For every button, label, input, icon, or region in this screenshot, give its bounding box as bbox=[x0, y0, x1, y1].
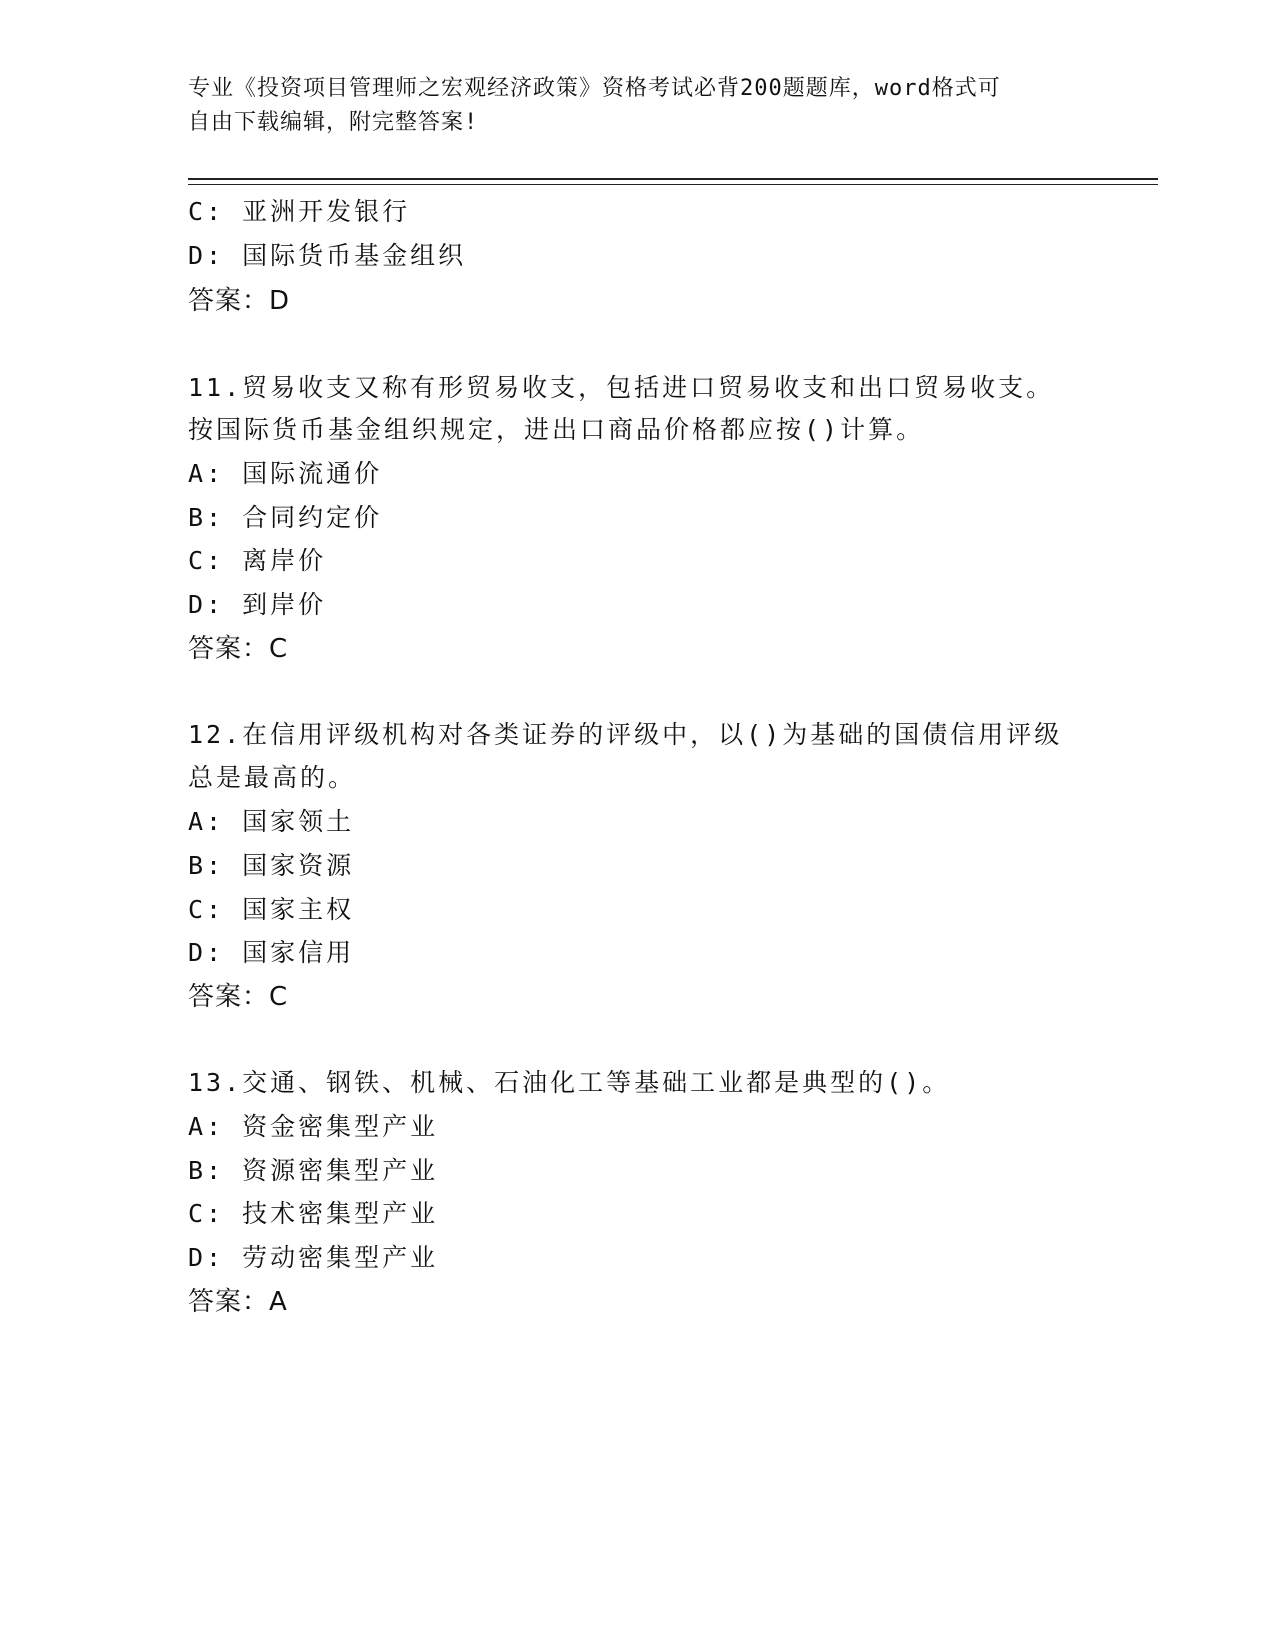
q13-option-a: A: 资金密集型产业 bbox=[188, 1112, 439, 1141]
q12-stem-line-2: 总是最高的。 bbox=[188, 763, 357, 792]
q13-stem-line-1: 13.交通、钢铁、机械、石油化工等基础工业都是典型的()。 bbox=[188, 1068, 951, 1097]
q11-option-b: B: 合同约定价 bbox=[188, 503, 383, 532]
prev-option-d: D: 国际货币基金组织 bbox=[188, 241, 467, 270]
q12-option-b: B: 国家资源 bbox=[188, 851, 355, 880]
q11-answer: 答案：C bbox=[188, 634, 289, 664]
q12-option-d: D: 国家信用 bbox=[188, 938, 355, 967]
header-rule-thick bbox=[188, 178, 1158, 180]
q13-answer: 答案：A bbox=[188, 1287, 288, 1317]
prev-answer: 答案：D bbox=[188, 286, 291, 316]
q12-option-c: C: 国家主权 bbox=[188, 895, 355, 924]
q12-answer: 答案：C bbox=[188, 982, 289, 1012]
q11-option-c: C: 离岸价 bbox=[188, 546, 327, 575]
q11-stem-line-2: 按国际货币基金组织规定，进出口商品价格都应按()计算。 bbox=[188, 415, 925, 444]
q13-option-b: B: 资源密集型产业 bbox=[188, 1156, 439, 1185]
q11-option-a: A: 国际流通价 bbox=[188, 459, 383, 488]
q13-option-c: C: 技术密集型产业 bbox=[188, 1199, 439, 1228]
document-header bbox=[188, 72, 1088, 140]
q13-option-d: D: 劳动密集型产业 bbox=[188, 1243, 439, 1272]
header-rule-thin bbox=[188, 184, 1158, 185]
prev-option-c: C: 亚洲开发银行 bbox=[188, 197, 411, 226]
q12-option-a: A: 国家领土 bbox=[188, 807, 355, 836]
q11-option-d: D: 到岸价 bbox=[188, 590, 327, 619]
q12-stem-line-1: 12.在信用评级机构对各类证券的评级中，以()为基础的国债信用评级 bbox=[188, 720, 1063, 749]
header-line-2: 自由下载编辑，附完整答案! bbox=[188, 110, 479, 135]
header-line-1: 专业《投资项目管理师之宏观经济政策》资格考试必背200题题库，word格式可 bbox=[188, 76, 1001, 101]
q11-stem-line-1: 11.贸易收支又称有形贸易收支，包括进口贸易收支和出口贸易收支。 bbox=[188, 373, 1055, 402]
